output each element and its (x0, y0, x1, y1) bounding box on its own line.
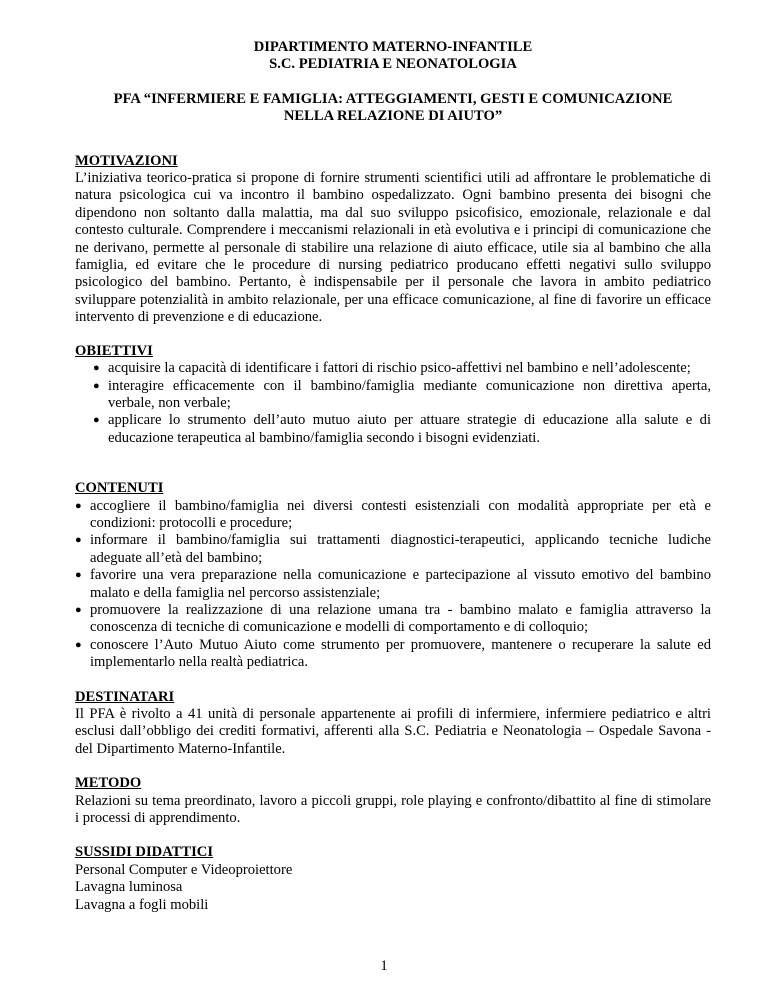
bullet-icon: ● (75, 499, 82, 512)
department-header (75, 39, 711, 74)
bullet-icon: ● (93, 362, 100, 375)
destinatari-text: Il PFA è rivolto a 41 unità di personale appartenente ai profili di infermiere, infermiere pediatrico e altri esclusi dall’obbligo dei crediti formativi, afferenti alla S.C. Pediatria e Neonatologia – Ospedale Savona - del Dipartimento Materno-Infantile. (75, 706, 711, 757)
bullet-icon: ● (75, 638, 82, 651)
list-item-text: favorire una vera preparazione nella comunicazione e partecipazione al vissuto emotivo del bambino malato e della famiglia nel percorso assistenziale; (90, 567, 711, 601)
section-heading-sussidi: SUSSIDI DIDATTICI (75, 844, 214, 861)
list-item: Lavagna a fogli mobili (75, 896, 209, 913)
list-item-text: applicare lo strumento dell’auto mutuo aiuto per attuare strategie di educazione alla salute e di educazione terapeutica al bambino/famiglia secondo i bisogni evidenziati. (108, 412, 711, 446)
list-item (75, 602, 711, 637)
motivazioni-text: L’iniziativa teorico-pratica si propone di fornire strumenti scientifici utili ad affrontare le problematiche di natura psicologica cui va incontro il bambino ospedalizzato. Ogni bambino presenta dei bisogni che dipendono non soltanto dalla malattia, ma dal suo sviluppo psicofisico, emozionale, relazionale e dal contesto culturale. Comprendere i meccanismi relazionali in età evolutiva e i principi di comunicazione che ne derivano, permette al personale di stabilire una relazione di aiuto efficace, utile sia al bambino che alla famiglia, ed evitare che le procedure di nursing pediatrico producano effetti negativi sullo sviluppo psicologico del bambino. Pertanto, è indispensabile per il personale che lavora in ambito pediatrico sviluppare potenzialità in ambito relazionale, per una efficace comunicazione, al fine di favorire un efficace intervento di prevenzione e di educazione. (75, 170, 711, 326)
list-item-text: interagire efficacemente con il bambino/famiglia mediante comunicazione non direttiva aperta, verbale, non verbale; (108, 377, 711, 411)
bullet-icon: ● (93, 414, 100, 427)
list-item (75, 532, 711, 567)
section-heading-metodo: METODO (75, 775, 142, 792)
list-item-text: conoscere l’Auto Mutuo Aiuto come strumento per promuovere, mantenere o recuperare la salute ed implementarlo nella realtà pediatrica. (90, 636, 711, 671)
header-line-unit: S.C. PEDIATRIA E NEONATOLOGIA (269, 56, 517, 73)
list-item-text: acquisire la capacità di identificare i fattori di rischio psico-affettivi nel bambino e nell’adolescente; (108, 360, 691, 377)
obiettivi-list (75, 360, 711, 447)
list-item (75, 360, 711, 377)
document-title (75, 91, 711, 126)
list-item: Lavagna luminosa (75, 879, 183, 896)
header-line-department: DIPARTIMENTO MATERNO-INFANTILE (253, 39, 533, 55)
list-item (75, 412, 711, 447)
page-number: 1 (380, 958, 388, 974)
section-heading-motivazioni: MOTIVAZIONI (75, 152, 178, 169)
title-line-2: NELLA RELAZIONE DI AIUTO” (283, 108, 503, 125)
section-heading-obiettivi: OBIETTIVI (75, 342, 153, 359)
list-item (75, 637, 711, 672)
metodo-text: Relazioni su tema preordinato, lavoro a piccoli gruppi, role playing e confronto/dibattito al fine di stimolare i processi di apprendimento. (75, 792, 711, 827)
contenuti-list (75, 498, 711, 672)
bullet-icon: ● (93, 379, 100, 392)
title-line-1: PFA “INFERMIERE E FAMIGLIA: ATTEGGIAMENTI, GESTI E COMUNICAZIONE (113, 90, 673, 107)
list-item (75, 567, 711, 602)
list-item-text: informare il bambino/famiglia sui trattamenti diagnostici-terapeutici, applicando tecniche ludiche adeguate all’età del bambino; (90, 532, 711, 566)
bullet-icon: ● (75, 534, 82, 547)
list-item-text: accogliere il bambino/famiglia nei diversi contesti esistenziali con modalità appropriate per età e condizioni: protocolli e procedure; (90, 497, 711, 531)
sussidi-list (75, 862, 711, 914)
bullet-icon: ● (75, 569, 82, 582)
list-item (75, 378, 711, 413)
section-heading-contenuti: CONTENUTI (75, 480, 164, 497)
list-item: Personal Computer e Videoproiettore (75, 861, 293, 878)
document-page (75, 36, 711, 914)
list-item (75, 498, 711, 533)
section-heading-destinatari: DESTINATARI (75, 688, 175, 705)
list-item-text: promuovere la realizzazione di una relazione umana tra - bambino malato e famiglia attraverso la conoscenza di tecniche di comunicazione e modelli di comportamento e di colloquio; (90, 601, 711, 636)
bullet-icon: ● (75, 603, 82, 616)
